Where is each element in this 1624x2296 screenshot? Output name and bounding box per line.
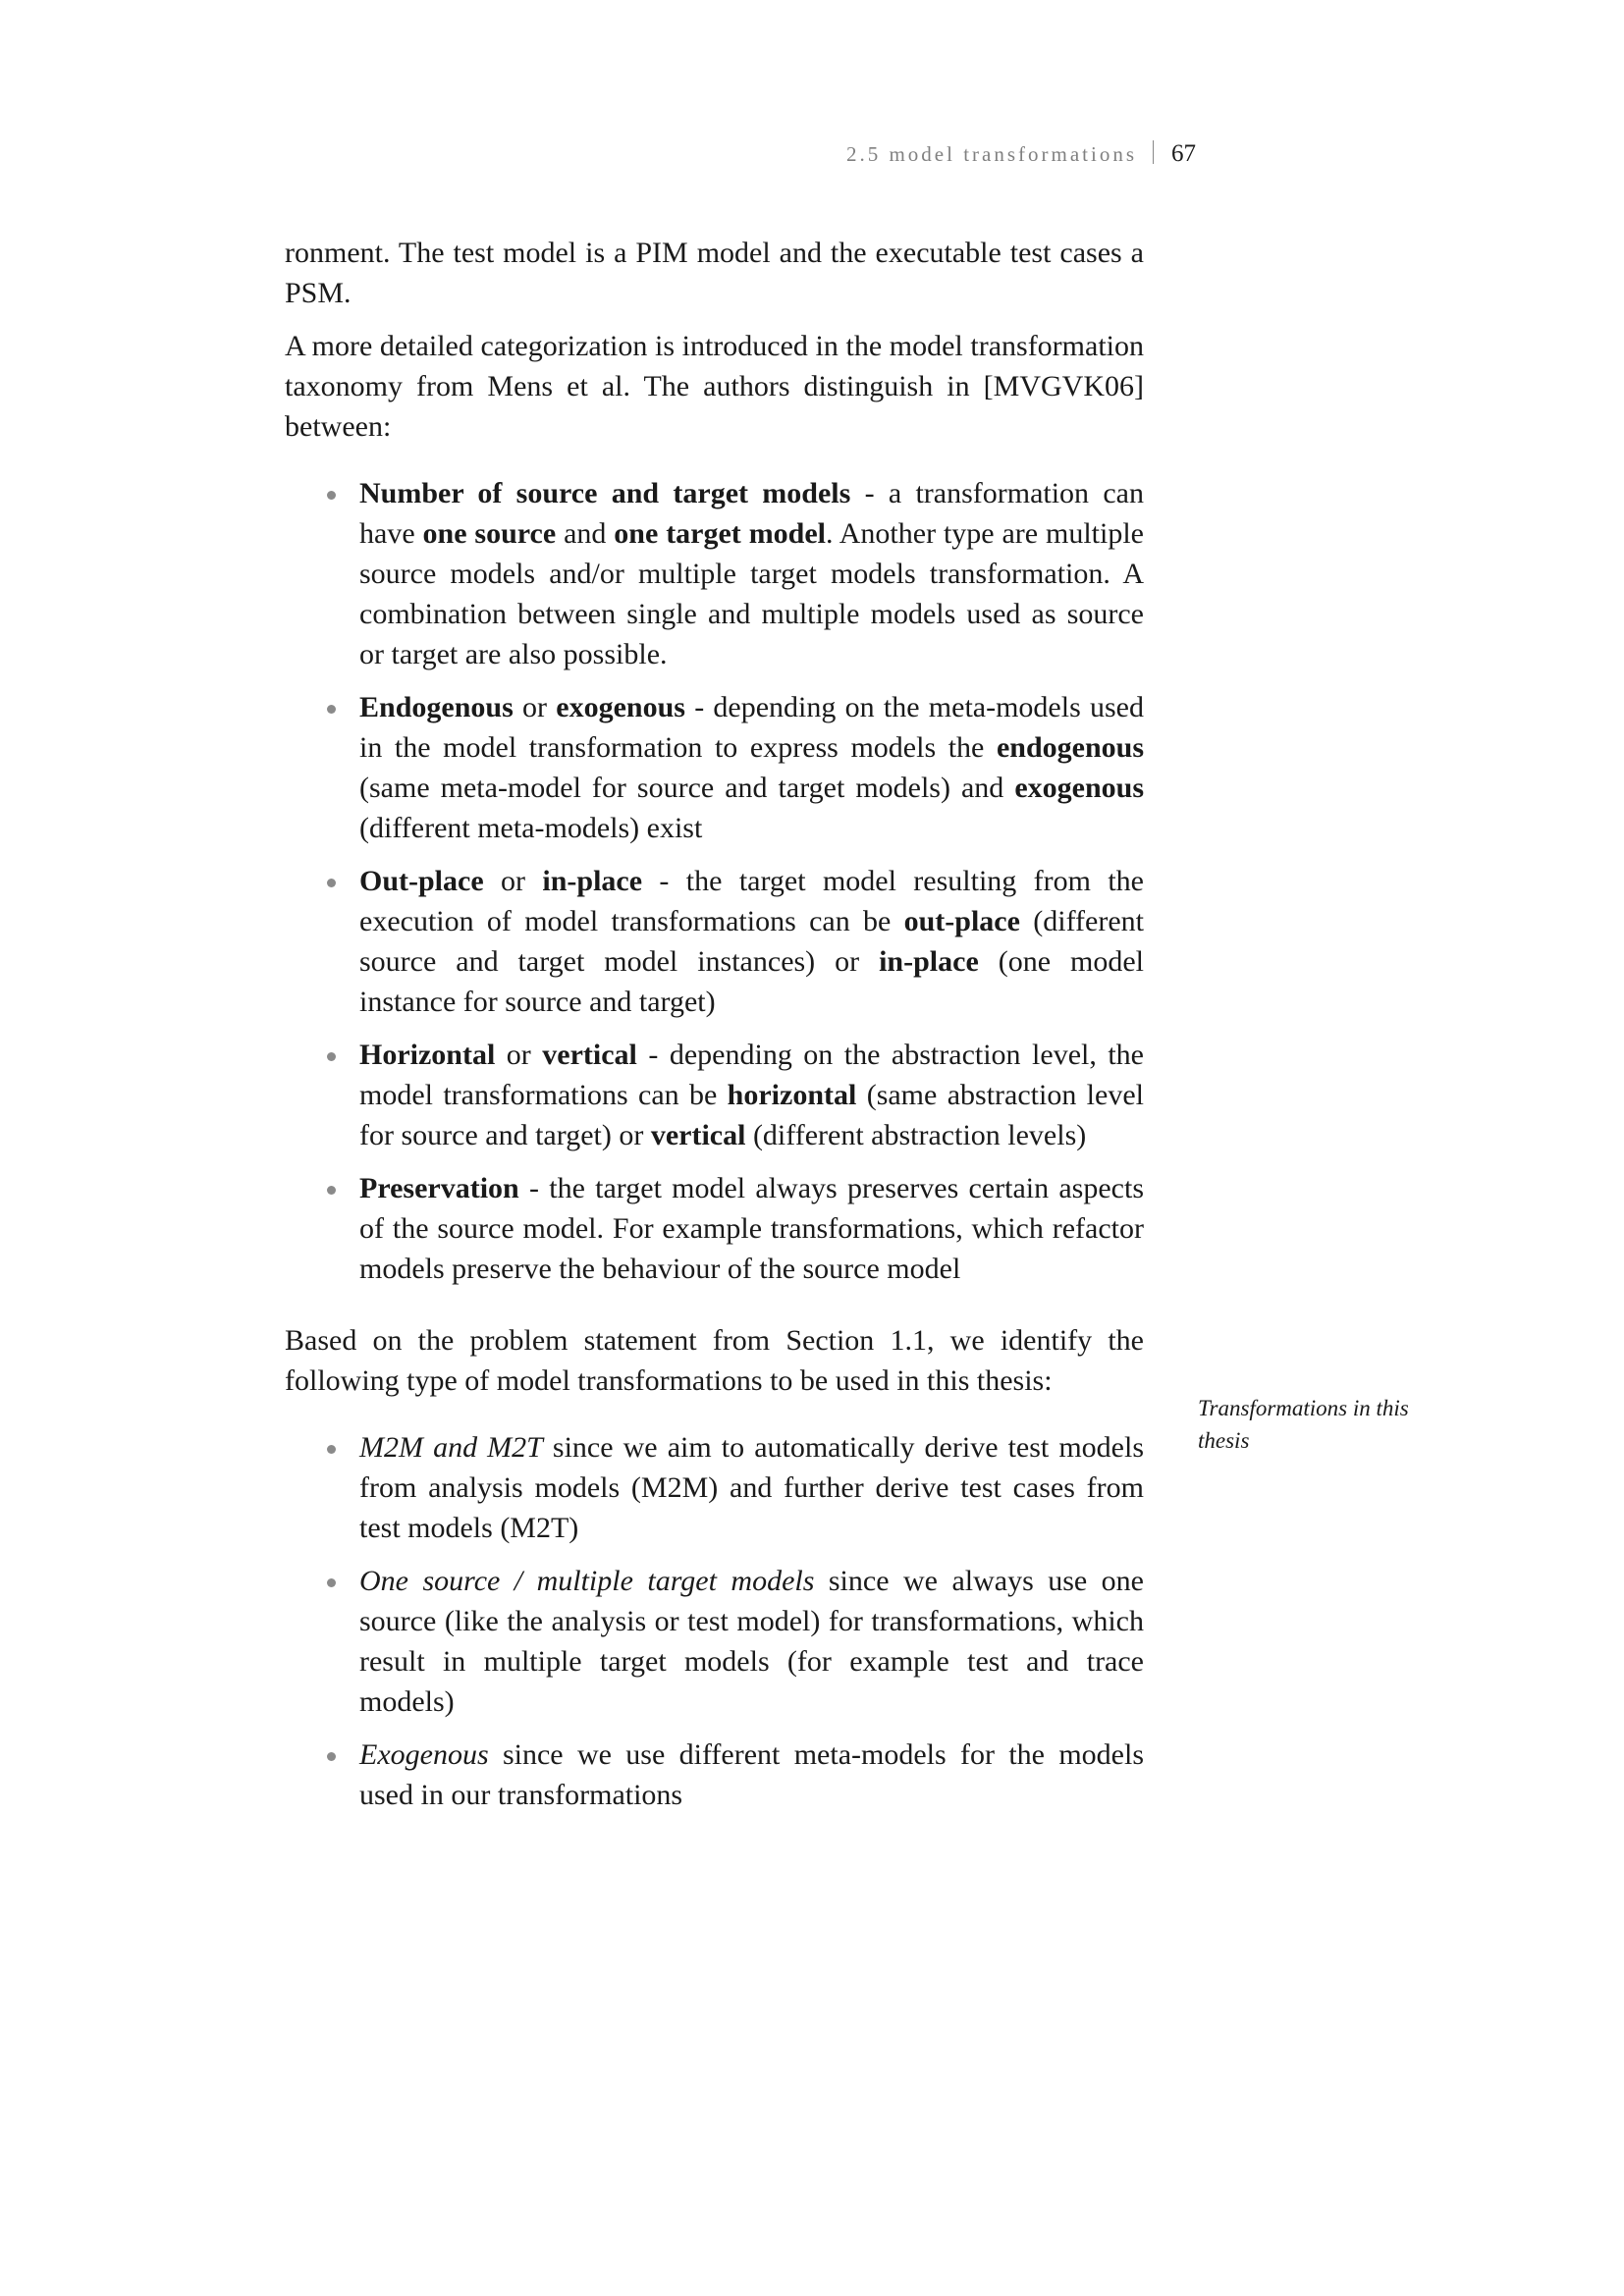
list-item-term: Endogenous	[359, 691, 514, 723]
list-item-term: vertical	[650, 1119, 746, 1151]
paragraph-continuation: ronment. The test model is a PIM model and the executable test cases a PSM.	[285, 237, 1144, 309]
list-item-term: one target model	[614, 517, 827, 550]
bullet-icon	[327, 705, 336, 714]
bullet-icon	[327, 1752, 336, 1761]
list-item-text: (same abstraction level for source and target) or	[359, 1079, 1144, 1151]
list-item-term: horizontal	[727, 1079, 857, 1111]
list-item-text: (same meta-model for source and target models) and	[359, 772, 1015, 804]
list-item-text: since we use different meta-models for the models used in our transformations	[359, 1738, 1144, 1811]
list-item	[359, 473, 1144, 674]
paragraph-problem-statement: Based on the problem statement from Section 1.1, we identify the following type of model transformations to be used in this thesis:	[285, 1324, 1144, 1397]
list-item-text: - depending on the meta-models used in the model transformation to express models the	[359, 691, 1144, 764]
running-header	[285, 139, 1196, 169]
paragraph-taxonomy-intro: A more detailed categorization is introduced in the model transformation taxonomy from Mens et al. The authors distinguish in [MVGVK06] between:	[285, 330, 1144, 443]
list-item-text: (different abstraction levels)	[745, 1119, 1087, 1151]
list-item-text: (different meta-models) exist	[359, 812, 703, 844]
list-item-term: vertical	[542, 1039, 637, 1071]
list-item-text: - the target model always preserves certain aspects of the source model. For example transformations, which refactor models preserve the behaviour of the source model	[359, 1172, 1144, 1285]
list-item-term: Horizontal	[359, 1039, 496, 1071]
list-item-term: exogenous	[556, 691, 685, 723]
page-number: 67	[1171, 140, 1196, 167]
list-item-text: - a transformation can have	[359, 477, 1144, 550]
bullet-icon	[327, 879, 336, 887]
list-item-term: Exogenous	[359, 1738, 489, 1771]
list-item	[359, 1735, 1144, 1815]
list-item-term: in-place	[879, 945, 979, 978]
list-item-text: . Another type are multiple source models and/or multiple target models transformation. A combination between single and multiple models used as source or target are also possible.	[359, 517, 1144, 670]
list-item-text: or	[495, 1039, 543, 1071]
margin-note: Transformations in this thesis	[1198, 1396, 1409, 1453]
list-item-term: out-place	[903, 905, 1020, 937]
list-item-text: - depending on the abstraction level, the model transformations can be	[359, 1039, 1144, 1111]
main-text	[285, 233, 1144, 1828]
thesis-transformations-list	[285, 1427, 1144, 1815]
list-item-text: or	[483, 865, 543, 897]
list-item-text: since we always use one source (like the analysis or test model) for transformations, which result in multiple target models (for example test and trace models)	[359, 1565, 1144, 1718]
list-item-text: or	[513, 691, 557, 723]
list-item	[359, 1168, 1144, 1289]
list-item-term: M2M and M2T	[359, 1431, 543, 1464]
list-item-term: in-place	[542, 865, 643, 897]
list-item-text: since we aim to automatically derive test models from analysis models (M2M) and further derive test cases from test models (M2T)	[359, 1431, 1144, 1544]
list-item-text: - the target model resulting from the execution of model transformations can be	[359, 865, 1144, 937]
taxonomy-list	[285, 473, 1144, 1289]
list-item-term: one source	[422, 517, 557, 550]
list-item	[359, 861, 1144, 1022]
header-separator	[1153, 140, 1154, 164]
list-item	[359, 1035, 1144, 1155]
section-title: 2.5 model transformations	[845, 142, 1137, 166]
bullet-icon	[327, 1578, 336, 1587]
list-item-text: (different source and target model instances) or	[359, 905, 1144, 978]
bullet-icon	[327, 1186, 336, 1195]
list-item-term: Preservation	[359, 1172, 519, 1204]
list-item-term: endogenous	[996, 731, 1144, 764]
bullet-icon	[327, 1445, 336, 1454]
bullet-icon	[327, 491, 336, 500]
list-item-text: and	[556, 517, 615, 550]
list-item	[359, 687, 1144, 848]
list-item-term: One source / multiple target models	[359, 1565, 815, 1597]
list-item-text: (one model instance for source and target)	[359, 945, 1144, 1018]
bullet-icon	[327, 1052, 336, 1061]
list-item-term: Number of source and target models	[359, 477, 851, 509]
list-item-term: exogenous	[1014, 772, 1144, 804]
list-item-term: Out-place	[359, 865, 484, 897]
list-item	[359, 1561, 1144, 1722]
list-item	[359, 1427, 1144, 1548]
